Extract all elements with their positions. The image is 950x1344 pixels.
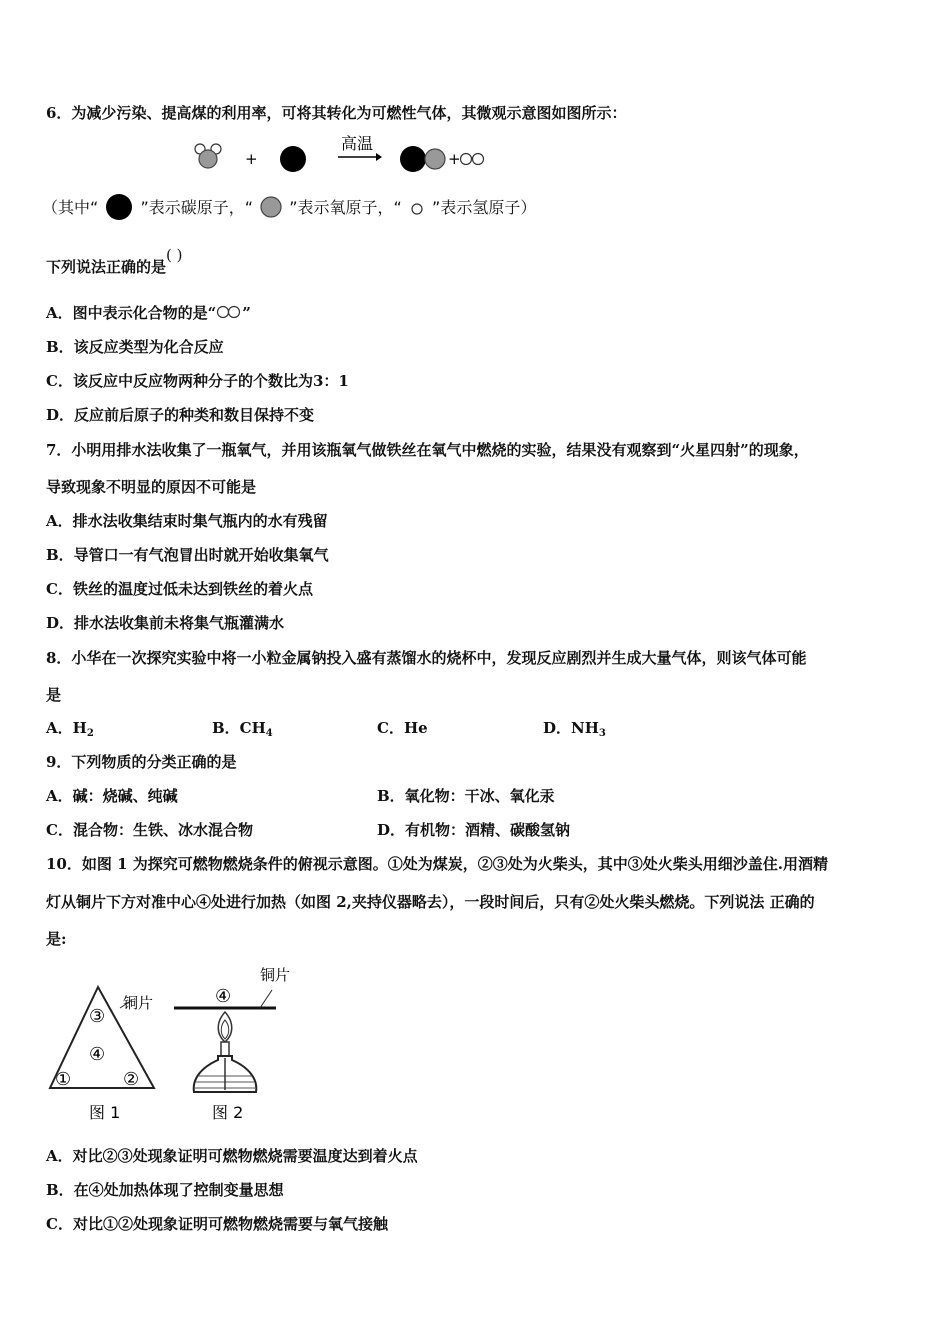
q10-option-c: C．对比①②处现象证明可燃物燃烧需要与氧气接触 bbox=[46, 1215, 388, 1233]
legend-open: （其中“ bbox=[42, 198, 99, 217]
q8-option-d-text: D．NH bbox=[543, 719, 599, 737]
q7-option-d: D．排水法收集前未将集气瓶灌满水 bbox=[46, 614, 285, 632]
q8-option-a-text: A．H bbox=[46, 719, 87, 737]
fig1-label: 铜片 bbox=[123, 994, 154, 1012]
q8-option-d bbox=[543, 718, 606, 744]
h2-molecule bbox=[461, 154, 484, 165]
q6-legend bbox=[42, 194, 536, 220]
q10-option-b: B．在④处加热体现了控制变量思想 bbox=[46, 1181, 284, 1199]
q6-option-a-text: A．图中表示化合物的是“ bbox=[46, 304, 217, 322]
carbon-legend-icon bbox=[103, 194, 135, 220]
q6-option-d: D．反应前后原子的种类和数目保持不变 bbox=[46, 406, 315, 424]
q10-figure-1 bbox=[44, 960, 164, 1125]
h2-molecule-icon bbox=[216, 305, 242, 319]
q6-stem: 6．为减少污染、提高煤的利用率，可将其转化为可燃性气体，其微观示意图如图所示： bbox=[46, 104, 627, 122]
reaction-condition: 高温 bbox=[341, 134, 374, 153]
legend-hydrogen: ”表示氢原子） bbox=[432, 198, 537, 217]
fig1-caption: 图 1 bbox=[89, 1103, 121, 1122]
fig1-mark-1: ① bbox=[55, 1069, 72, 1090]
q9-option-d: D．有机物：酒精、碳酸氢钠 bbox=[377, 821, 571, 839]
q7-stem-line2: 导致现象不明显的原因不可能是 bbox=[46, 478, 257, 496]
q8-option-b-sub: 4 bbox=[265, 728, 273, 739]
carbon-atom bbox=[280, 146, 306, 172]
q10-stem-line1: 10．如图 1 为探究可燃物燃烧条件的俯视示意图。①处为煤炭，②③处为火柴头，其中③处火柴头用细沙盖住.用酒精 bbox=[46, 855, 828, 873]
q10-stem-line3: 是: bbox=[46, 930, 67, 948]
inner-flame-icon bbox=[221, 1020, 229, 1039]
q10-figure-2 bbox=[170, 960, 300, 1125]
q6-reaction-diagram bbox=[180, 128, 500, 190]
q8-option-a-sub: 2 bbox=[86, 728, 94, 739]
legend-carbon: ”表示碳原子，“ bbox=[140, 198, 254, 217]
q7-option-b: B．导管口一有气泡冒出时就开始收集氧气 bbox=[46, 546, 329, 564]
lamp-wick-holder bbox=[221, 1042, 229, 1056]
q6-option-b: B．该反应类型为化合反应 bbox=[46, 338, 224, 356]
fig2-leader-line bbox=[260, 990, 272, 1008]
q7-stem-line1: 7．小明用排水法收集了一瓶氧气，并用该瓶氧气做铁丝在氧气中燃烧的实验，结果没有观察到“火星四射”的现象， bbox=[46, 441, 809, 459]
water-molecule bbox=[195, 144, 221, 168]
q9-option-b: B．氧化物：干冰、氧化汞 bbox=[377, 787, 555, 805]
fig1-mark-4: ④ bbox=[89, 1044, 106, 1065]
fig2-caption: 图 2 bbox=[212, 1103, 244, 1122]
flame-icon bbox=[218, 1012, 232, 1042]
co-molecule bbox=[400, 146, 445, 172]
q8-option-b-text: B．CH bbox=[212, 719, 266, 737]
q9-option-c: C．混合物：生铁、冰水混合物 bbox=[46, 821, 253, 839]
fig2-mark-4: ④ bbox=[215, 986, 232, 1007]
q8-option-b bbox=[212, 718, 273, 744]
oxygen-legend-icon bbox=[258, 195, 284, 219]
q8-stem-line2: 是 bbox=[46, 686, 62, 704]
fig2-label: 铜片 bbox=[260, 966, 291, 984]
q6-option-c: C．该反应中反应物两种分子的个数比为3：1 bbox=[46, 372, 349, 390]
answer-blank: ( ) bbox=[166, 246, 183, 264]
q10-stem-line2: 灯从铜片下方对准中心④处进行加热（如图 2,夹持仪器略去），一段时间后，只有②处火柴头燃烧。下列说法 正确的 bbox=[46, 893, 815, 911]
hydrogen-legend-icon bbox=[407, 201, 427, 215]
fig1-mark-3: ③ bbox=[89, 1006, 106, 1027]
q7-option-a: A．排水法收集结束时集气瓶内的水有残留 bbox=[46, 512, 328, 530]
product-plus: + bbox=[448, 150, 461, 168]
q6-question-text: 下列说法正确的是 bbox=[46, 258, 167, 276]
q6-option-a bbox=[46, 303, 251, 323]
q6-question bbox=[46, 246, 183, 277]
legend-oxygen: ”表示氧原子，“ bbox=[289, 198, 402, 217]
q9-stem: 9．下列物质的分类正确的是 bbox=[46, 753, 237, 771]
q8-stem-line1: 8．小华在一次探究实验中将一小粒金属钠投入盛有蒸馏水的烧杯中，发现反应剧烈并生成大量气体，则该气体可能 bbox=[46, 649, 807, 667]
q8-option-c: C．He bbox=[377, 719, 428, 737]
q8-option-d-sub: 3 bbox=[598, 728, 606, 739]
q10-option-a: A．对比②③处现象证明可燃物燃烧需要温度达到着火点 bbox=[46, 1147, 418, 1165]
reactant-plus: + bbox=[245, 150, 258, 168]
q9-option-a: A．碱：烧碱、纯碱 bbox=[46, 787, 178, 805]
q6-option-a-close: ” bbox=[242, 304, 251, 322]
q7-option-c: C．铁丝的温度过低未达到铁丝的着火点 bbox=[46, 580, 313, 598]
q8-option-a bbox=[46, 718, 94, 744]
fig1-mark-2: ② bbox=[123, 1069, 140, 1090]
reaction-arrow bbox=[338, 153, 382, 161]
